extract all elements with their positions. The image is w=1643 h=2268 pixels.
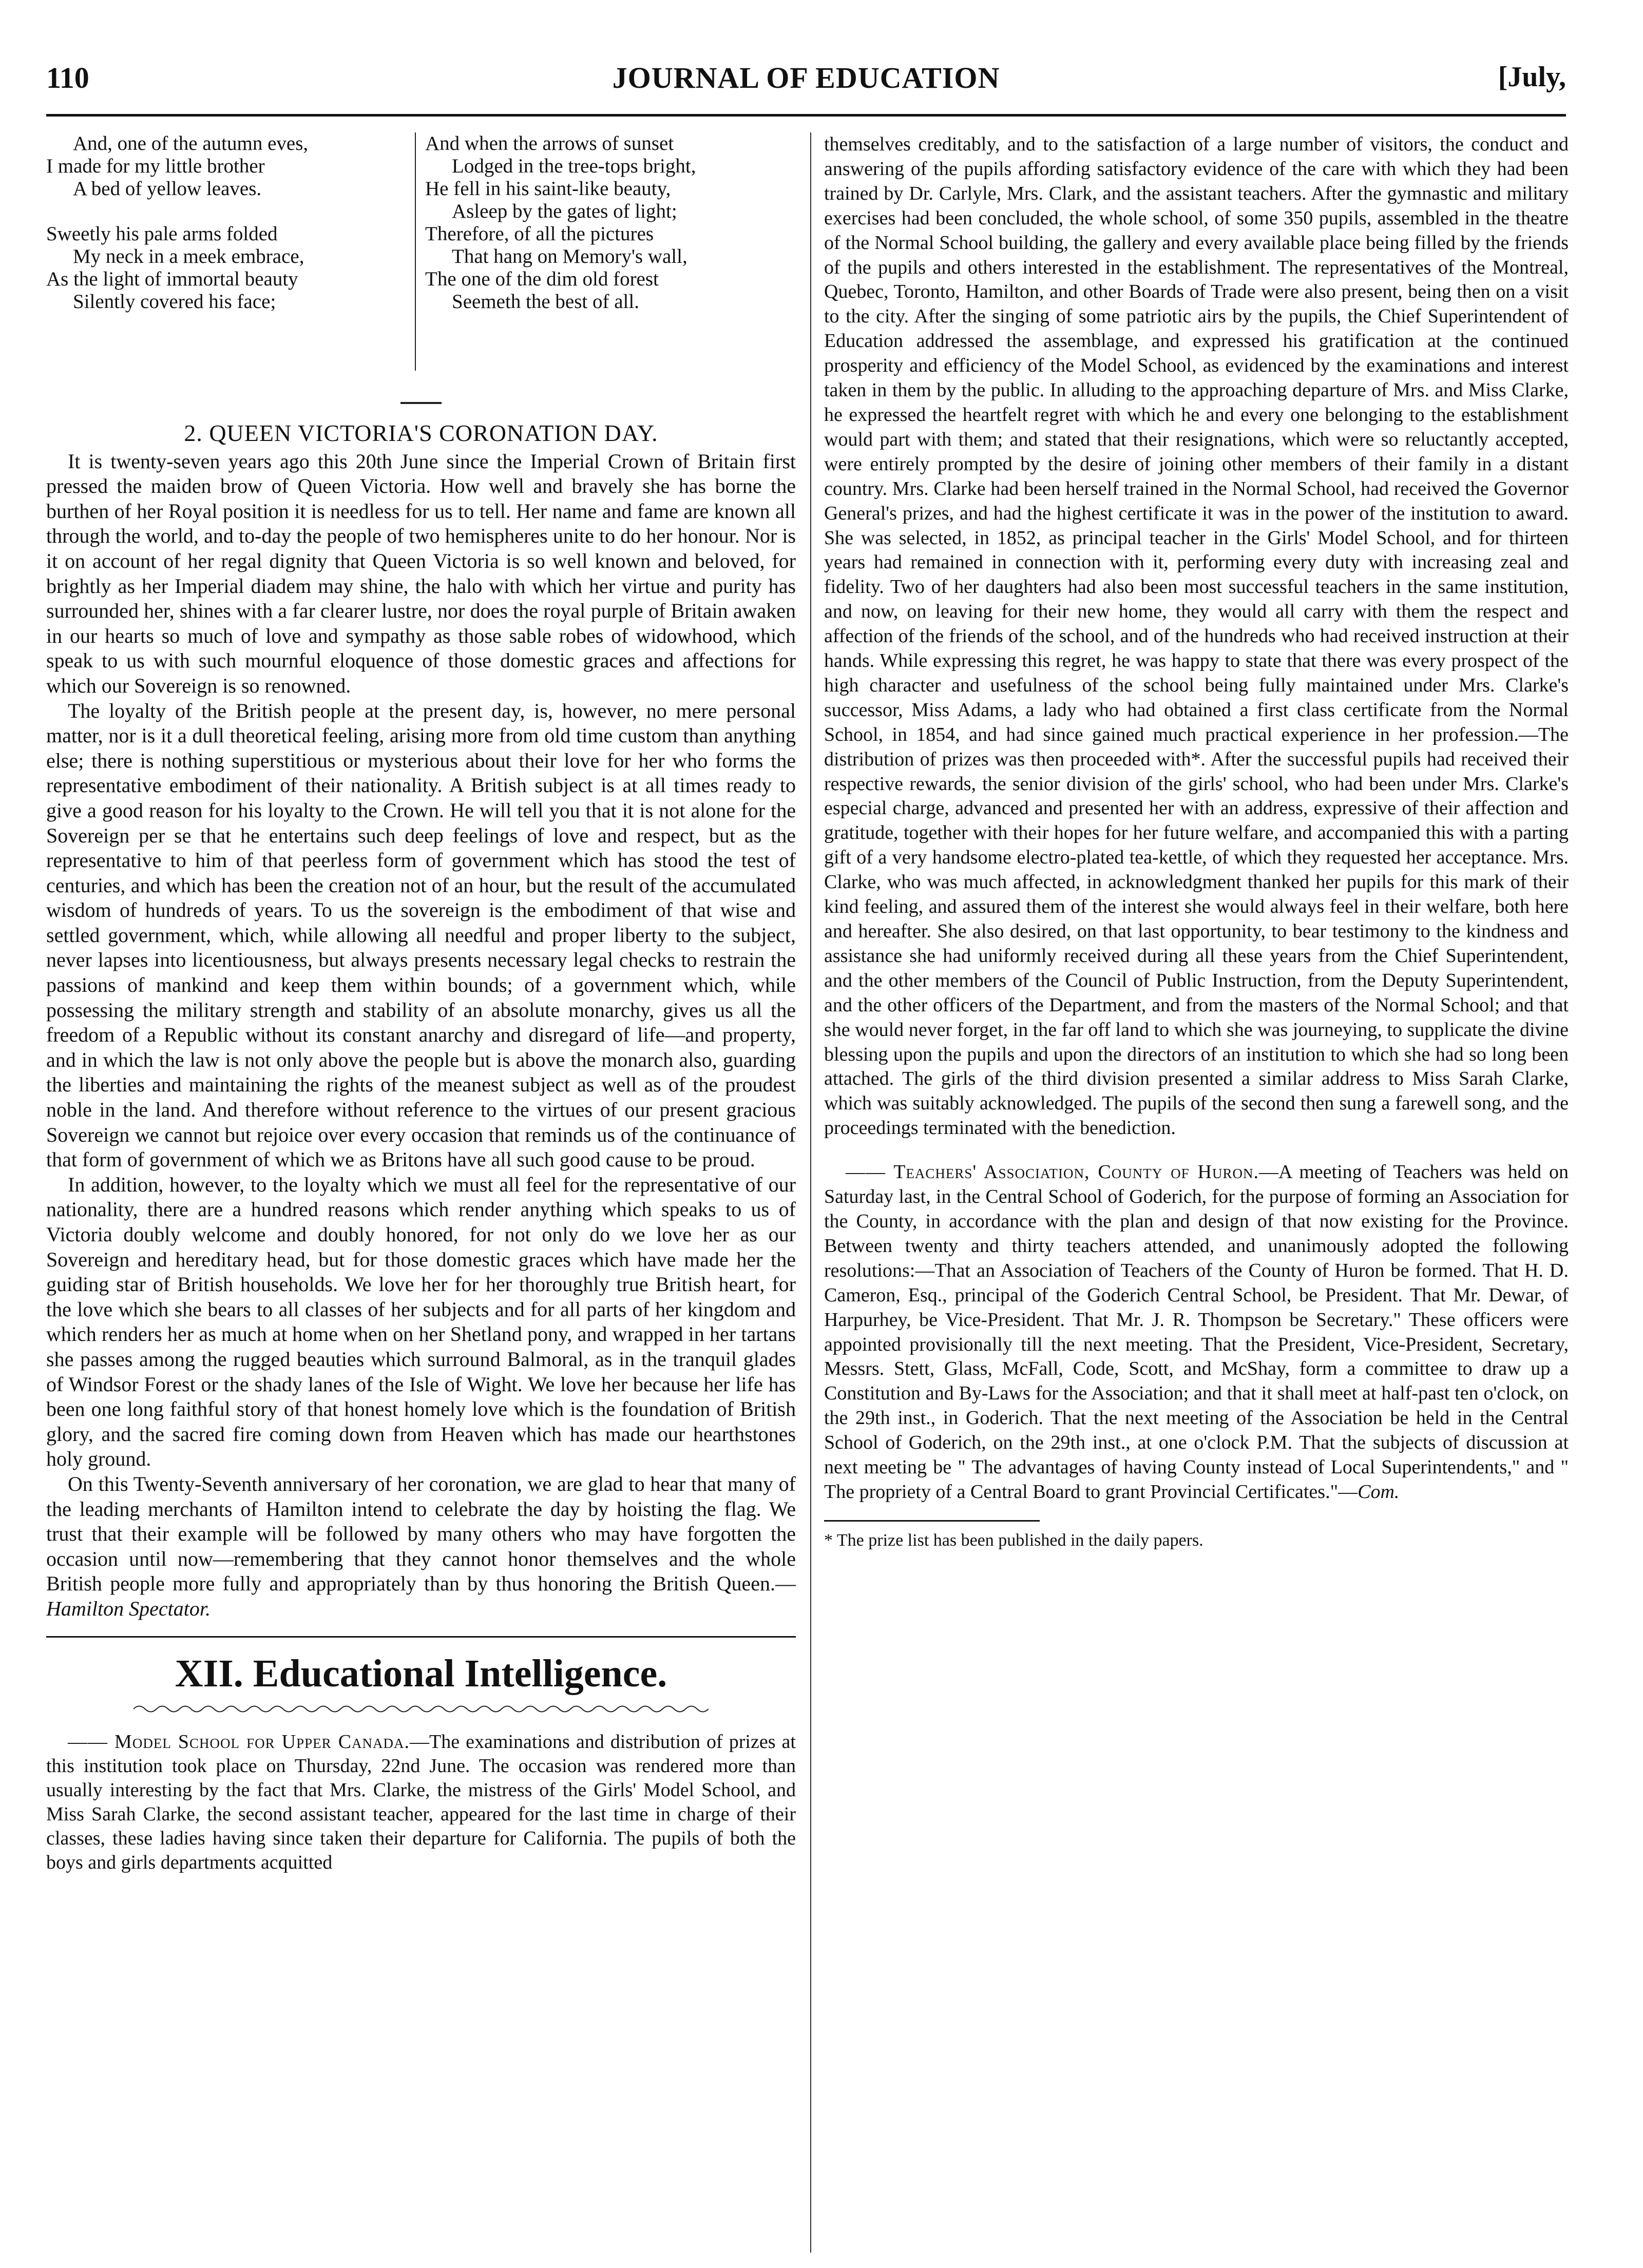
chapter-rule (46, 1636, 796, 1638)
poem-line: My neck in a meek embrace, (73, 245, 304, 267)
poem-end-rule (400, 402, 442, 404)
poem-line: And, one of the autumn eves, (73, 132, 309, 155)
footnote: * The prize list has been published in the daily papers. (824, 1530, 1203, 1550)
poem-line: And when the arrows of sunset (425, 132, 674, 155)
chapter-heading: XII. Educational Intelligence. (175, 1651, 667, 1695)
source-credit: Com. (1358, 1481, 1400, 1503)
poem-line: Silently covered his face; (73, 291, 276, 313)
paragraph (46, 1472, 796, 1622)
article-lead: —— Teachers' Association, County of Huron. (846, 1161, 1259, 1183)
right-column (824, 132, 1569, 2268)
paragraph: The loyalty of the British people at the present day, is, however, no mere personal matter, nor is it a dull theoretical feeling, arising more from old time custom than anything else; there is nothing superstitious or mysterious about their love for her who forms the representative embodiment of their nationality. A British subject is at all times ready to give a good reason for his loyalty to the Crown. He will tell you that it is not alone for the Sovereign per se that he entertains such deep feelings of love and respect, but as the representative to him of that peerless form of government which has stood the test of centuries, and which has been the creation not of an hour, but the result of the accumulated wisdom of hundreds of years. To us the sovereign is the embodiment of that wise and settled government, which, while allowing all needful and proper liberty to the subject, never lapses into licentiousness, but always presents necessary legal checks to restrain the passions of mankind and keep them within bounds; of a government which, while possessing the military strength and stability of an absolute monarchy, gives us all the freedom of a Republic without its constant anarchy and disregard of life—and property, and in which the law is not only above the people but is above the monarch also, guarding the liberties and maintaining the rights of the meanest subject as well as of the proudest noble in the land. And therefore without reference to the virtues of our present gracious Sovereign we cannot but rejoice over every occasion that reminds us of the continuance of that form of government of which we as Britons have all such good cause to be proud. (46, 699, 796, 1171)
poem-line: Therefore, of all the pictures (425, 223, 654, 245)
section-title: 2. QUEEN VICTORIA'S CORONATION DAY. (184, 420, 658, 446)
poem (46, 132, 796, 415)
poem-line: A bed of yellow leaves. (73, 178, 262, 200)
paragraph (46, 1730, 796, 1875)
paragraph-text: —The examinations and distribution of prizes at this institution took place on Thursday, 22nd June. The occasion was rendered more than usually interesting by the fact that Mrs. Clarke, the mistress of the Girls' Model School, and Miss Sarah Clarke, the second assistant teacher, appeared for the last time in charge of their classes, these ladies having since taken their departure for California. The pupils of both the boys and girls departments acquitted (46, 1731, 796, 1873)
poem-line: Lodged in the tree-tops bright, (452, 155, 696, 177)
poem-line: Sweetly his pale arms folded (46, 223, 278, 245)
paragraph-text: On this Twenty-Seventh anniversary of her coronation, we are glad to hear that many of the leading merchants of Hamilton intend to celebrate the day by hoisting the flag. We trust that their example will be followed by many others who may have forgotten the occasion until now—remembering that they cannot honor themselves and the whole British people more fully and appropriately than by thus honoring the British Queen.— (46, 1472, 796, 1596)
page-number: 110 (46, 61, 89, 94)
source-credit: Hamilton Spectator. (46, 1597, 211, 1620)
paragraph (824, 1160, 1569, 1505)
ornamental-rule (133, 1703, 709, 1715)
running-header (46, 61, 1566, 102)
poem-line: Seemeth the best of all. (452, 291, 639, 313)
poem-line: The one of the dim old forest (425, 268, 659, 290)
poem-right-stanza (425, 132, 696, 313)
paragraph: themselves creditably, and to the satisfaction of a large number of visitors, the conduct and answering of the pupils affording satisfactory evidence of the care with which they had been trained by Dr. Carlyle, Mrs. Clark, and the assistant teachers. After the gymnastic and military exercises had been concluded, the whole school, of some 350 pupils, assembled in the theatre of the Normal School building, the gallery and every available place being filled by the friends of the pupils and others interested in the establishment. The representatives of the Montreal, Quebec, Toronto, Hamilton, and other Boards of Trade were also present, being then on a visit to the city. After the singing of some patriotic airs by the pupils, the Chief Superintendent of Education addressed the assemblage, and expressed his gratification at the continued prosperity and efficiency of the Model School, as evidenced by the examinations and interest taken in them by the public. In alluding to the approaching departure of Mrs. and Miss Clarke, he expressed the heartfelt regret with which he and every one belonging to the establishment would part with them; and stated that their resignations, which were so reluctantly accepted, were entirely prompted by the desire of joining other members of their family in a distant country. Mrs. Clarke had been herself trained in the Normal School, had received the Governor General's prizes, and had the highest certificate it was in the power of the institution to award. She was selected, in 1852, as principal teacher in the Girls' Model School, and for thirteen years had remained in connection with it, performing every duty with increasing zeal and fidelity. Two of her daughters had also been most successful teachers in the same institution, and now, on leaving for their new home, they would all carry with them the respect and affection of the friends of the school, and of the hundreds who had received instruction at their hands. While expressing this regret, he was happy to state that there was every prospect of the high character and usefulness of the school being fully maintained under Mrs. Clarke's successor, Miss Adams, a lady who had obtained a first class certificate from the Normal School, in 1854, and had since gained much practical experience in her profession.—The distribution of prizes was then proceeded with*. After the successful pupils had received their respective rewards, the senior division of the girls' school, who had been under Mrs. Clarke's especial charge, advanced and presented her with an address, expressive of their affection and gratitude, together with their hopes for her future welfare, and accompanied this with a parting gift of a very handsome electro-plated tea-kettle, of which they requested her acceptance. Mrs. Clarke, who was much affected, in acknowledgment thanked her pupils for this mark of their kind feeling, and assured them of the interest she would always feel in their welfare, both here and hereafter. She also desired, on that last opportunity, to bear testimony to the kindness and assistance she had uniformly received during all these years from the Chief Superintendent, and the other members of the Council of Public Instruction, from the Deputy Superintendent, and the other officers of the Department, and from the masters of the Normal School; and that she would never forget, in the far off land to which she was journeying, to supplicate the divine blessing upon the pupils and upon the directors of an institution to which she had so long been attached. The girls of the third division presented a similar address to Miss Sarah Clarke, which was suitably acknowledged. The pupils of the second then sung a farewell song, and the proceedings terminated with the benediction. (824, 133, 1569, 1139)
paragraph: It is twenty-seven years ago this 20th June since the Imperial Crown of Britain first pressed the maiden brow of Queen Victoria. How well and bravely she has borne the burthen of her Royal position it is needless for us to tell. Her name and fame are known all through the world, and to-day the people of two hemispheres unite to do her honour. Nor is it on account of her regal dignity that Queen Victoria is so well known and beloved, for brightly as her Imperial diadem may shine, the halo with which her virtue and purity has surrounded her, shines with a far clearer lustre, nor does the royal purple of Britain awaken in our hearts so much of love and sympathy as those sable robes of widowhood, which speak to us with such mournful eloquence of those domestic graces and affections for which our Sovereign is so renowned. (46, 449, 796, 697)
left-column (46, 132, 796, 2206)
poem-line: He fell in his saint-like beauty, (425, 178, 671, 200)
footnote-rule (824, 1520, 1040, 1522)
poem-left-stanza (46, 132, 308, 313)
column-divider (810, 132, 811, 2253)
article-lead: —— Model School for Upper Canada. (68, 1731, 410, 1753)
journal-title: JOURNAL OF EDUCATION (612, 61, 1000, 94)
issue-month: [July, (1498, 61, 1566, 93)
header-rule (46, 114, 1566, 117)
poem-line: I made for my little brother (46, 155, 265, 177)
poem-line: Asleep by the gates of light; (452, 200, 677, 222)
paragraph: In addition, however, to the loyalty which we must all feel for the representative of our nationality, there are a hundred reasons which render anything which speaks to us of Victoria doubly welcome and doubly honored, for not only do we love her as our Sovereign and hereditary head, but for those domestic graces which have made her the guiding star of British households. We love her for her thoroughly true British heart, for the love which she bears to all classes of her subjects and for all parts of her kingdom and which renders her as much at home when on her Shetland pony, and wrapped in her tartans she passes among the rugged beauties which surround Balmoral, as in the tranquil glades of Windsor Forest or the shady lanes of the Isle of Wight. We love her because her life has been one long faithful story of that honest homely love which is the foundation of British glory, and the sacred fire coming down from Heaven which has made our hearthstones holy ground. (46, 1173, 796, 1471)
poem-line: As the light of immortal beauty (46, 268, 298, 290)
poem-divider (415, 132, 416, 371)
poem-line: That hang on Memory's wall, (452, 245, 687, 267)
paragraph-text: —A meeting of Teachers was held on Saturday last, in the Central School of Goderich, for the purpose of forming an Association for the County, in accordance with the plan and design of that now existing for the Province. Between twenty and thirty teachers attended, and unanimously adopted the following resolutions:—That an Association of Teachers of the County of Huron be formed. That H. D. Cameron, Esq., principal of the Goderich Central School, be President. That Mr. Dewar, of Harpurhey, be Vice-President. That Mr. J. R. Thompson be Secretary." These officers were appointed provisionally till the next meeting. That the President, Vice-President, Secretary, Messrs. Stett, Glass, McFall, Code, Scott, and McShay, form a committee to draw up a Constitution and By-Laws for the Association; and that it shall meet at half-past ten o'clock, on the 29th inst., in Goderich. That the next meeting of the Association be held in the Central School of Goderich, on the 29th inst., at one o'clock P.M. That the subjects of discussion at next meeting be " The advantages of having County instead of Local Superintendents," and " The propriety of a Central Board to grant Provincial Certificates."— (824, 1161, 1569, 1503)
